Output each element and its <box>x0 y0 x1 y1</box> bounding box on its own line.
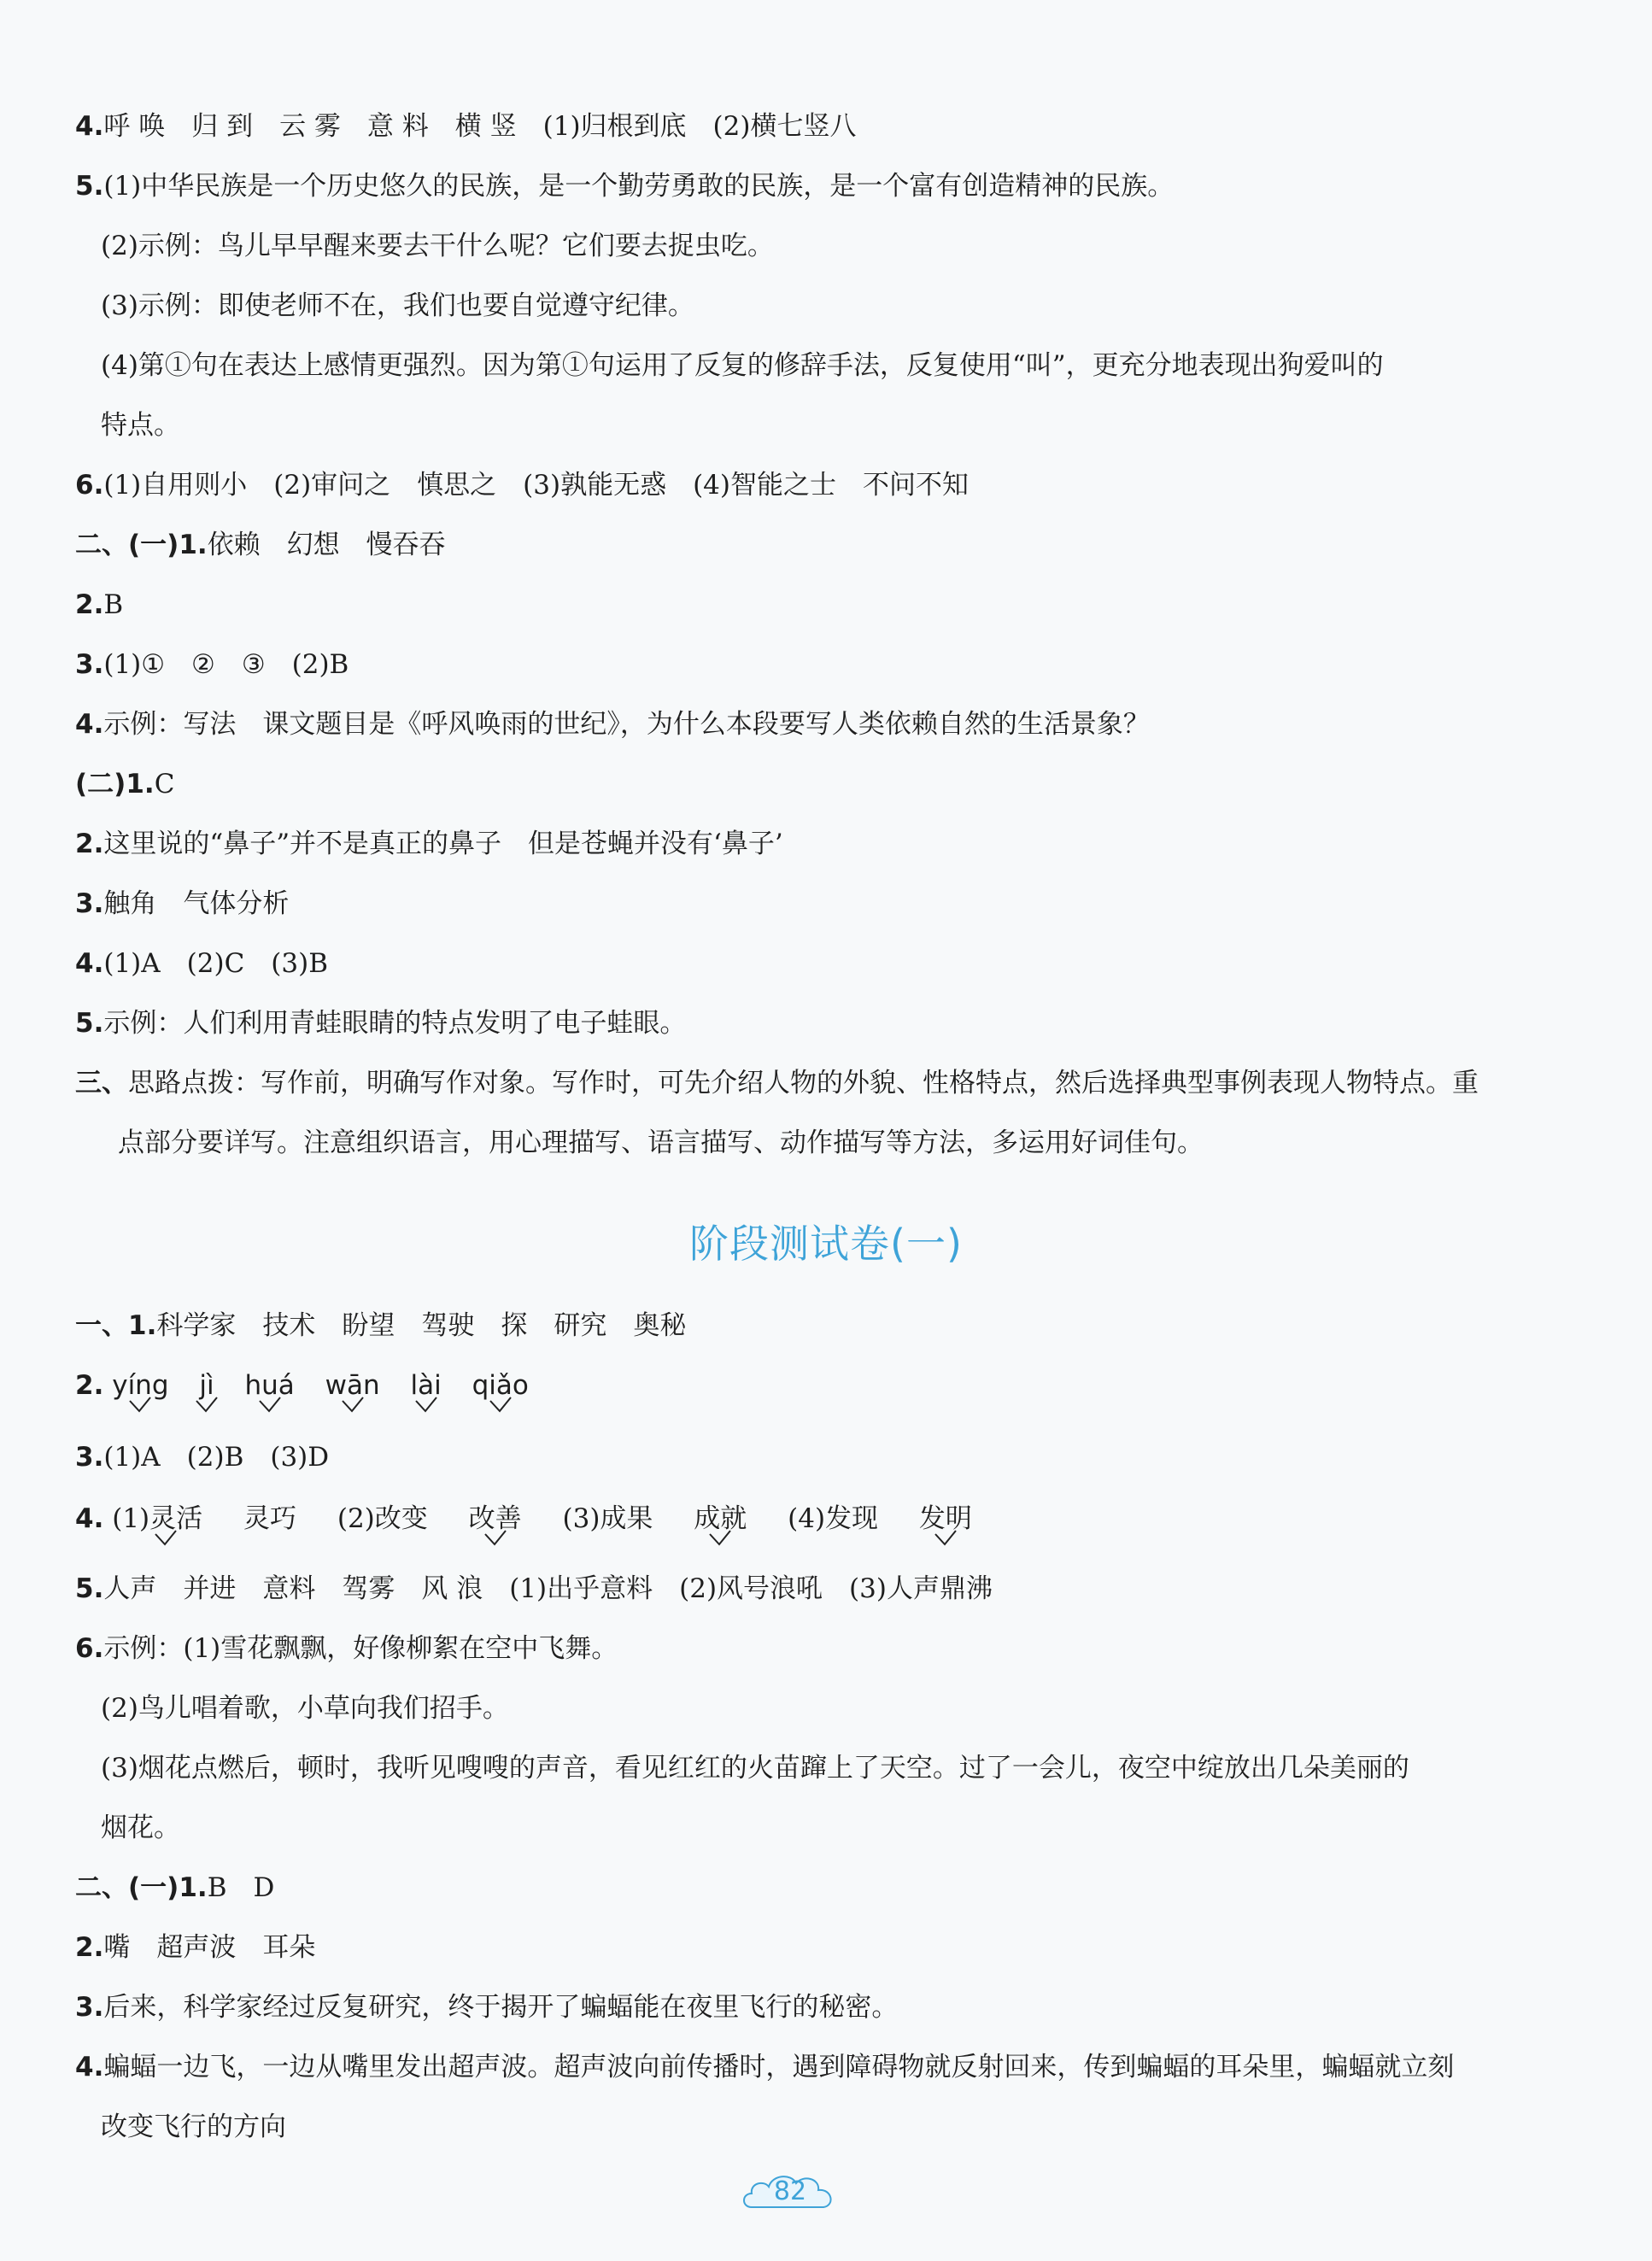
checkmark-icon <box>483 1529 507 1546</box>
answer-line: 点部分要详写。注意组织语言，用心理描写、语言描写、动作描写等方法，多运用好词佳句。 <box>118 1128 1204 1158</box>
pinyin-item: wān <box>325 1367 380 1404</box>
answer-line: 2.这里说的“鼻子”并不是真正的鼻子 但是苍蝇并没有‘鼻子’ <box>75 829 783 859</box>
checkmark-icon <box>341 1396 365 1413</box>
answer-line: 特点。 <box>101 410 180 441</box>
answer-line: 4.示例：写法 课文题目是《呼风唤雨的世纪》，为什么本段要写人类依赖自然的生活景象？ <box>75 709 1150 740</box>
pinyin-item: qiǎo <box>472 1367 529 1404</box>
answer-line: 烟花。 <box>101 1813 180 1843</box>
page-number-badge: 82 <box>740 2170 841 2214</box>
answer-line: (4)第①句在表达上感情更强烈。因为第①句运用了反复的修辞手法，反复使用“叫”，更充分地表现出狗爱叫的 <box>101 350 1384 381</box>
word-item: (2)改变 <box>337 1503 428 1534</box>
checkmark-icon <box>128 1396 152 1413</box>
answer-line: (3)烟花点燃后，顿时，我听见嗖嗖的声音，看见红红的火苗蹿上了天空。过了一会儿，夜空中绽放出几朵美丽的 <box>101 1753 1409 1784</box>
pinyin-item: yíng <box>112 1367 168 1404</box>
answer-line: (3)示例：即使老师不在，我们也要自觉遵守纪律。 <box>101 290 694 321</box>
answer-line: (2)示例：鸟儿早早醒来要去干什么呢？它们要去捉虫吃。 <box>101 231 774 261</box>
answer-line: 5.(1)中华民族是一个历史悠久的民族，是一个勤劳勇敢的民族，是一个富有创造精神的民族。 <box>75 171 1175 202</box>
checkmark-icon <box>195 1396 219 1413</box>
answer-line: 4.(1)A (2)C (3)B <box>75 948 328 979</box>
answer-line: (二)1.C <box>75 769 175 800</box>
checkmark-icon <box>414 1396 438 1413</box>
answer-line: 二、(一)1.B D <box>75 1872 275 1903</box>
answer-line: (2)鸟儿唱着歌，小草向我们招手。 <box>101 1693 509 1724</box>
answer-line: 6.(1)自用则小 (2)审问之 慎思之 (3)孰能无惑 (4)智能之士 不问不知 <box>75 470 970 501</box>
checkmark-icon <box>708 1529 732 1546</box>
word-choice-line: 4. (1)灵活 灵巧 (2)改变 改善 (3)成果 成就 (4)发现 发明 <box>75 1500 1601 1538</box>
answer-line: 3.(1)A (2)B (3)D <box>75 1442 330 1473</box>
section-title: 阶段测试卷(一) <box>689 1221 963 1267</box>
checkmark-icon <box>489 1396 513 1413</box>
answer-line: 3.(1)① ② ③ (2)B <box>75 649 349 680</box>
answer-line: 5.人声 并进 意料 驾雾 风 浪 (1)出乎意料 (2)风号浪吼 (3)人声鼎沸 <box>75 1573 993 1604</box>
answer-line: 6.示例：(1)雪花飘飘，好像柳絮在空中飞舞。 <box>75 1633 618 1664</box>
word-item: (4)发现 <box>788 1503 879 1534</box>
answer-line: 4.呼 唤 归 到 云 雾 意 料 横 竖 (1)归根到底 (2)横七竖八 <box>75 111 857 142</box>
pinyin-item: huá <box>244 1367 294 1404</box>
answer-line: 3.触角 气体分析 <box>75 888 290 919</box>
checkmark-icon <box>154 1529 178 1546</box>
answer-line: 二、(一)1.依赖 幻想 慢吞吞 <box>75 530 446 560</box>
word-item: 发明 <box>919 1500 972 1538</box>
answer-line: 2.B <box>75 589 124 620</box>
word-item: (1)灵活 <box>112 1500 202 1538</box>
word-item: 成就 <box>694 1500 747 1538</box>
answer-line: 三、思路点拨：写作前，明确写作对象。写作时，可先介绍人物的外貌、性格特点，然后选择典型事例表现人物特点。重 <box>75 1068 1479 1098</box>
answer-line: 3.后来，科学家经过反复研究，终于揭开了蝙蝠能在夜里飞行的秘密。 <box>75 1992 899 2023</box>
answer-line: 2.嘴 超声波 耳朵 <box>75 1932 316 1963</box>
answer-line: 改变飞行的方向 <box>101 2112 286 2142</box>
checkmark-icon <box>934 1529 958 1546</box>
answer-line: 一、1.科学家 技术 盼望 驾驶 探 研究 奥秘 <box>75 1310 687 1341</box>
checkmark-icon <box>258 1396 282 1413</box>
pinyin-item: jì <box>199 1367 214 1404</box>
pinyin-line: 2. yíng jì huá wān lài qiǎo <box>75 1367 1601 1404</box>
word-item: 灵巧 <box>243 1503 296 1534</box>
word-item: 改善 <box>469 1500 522 1538</box>
answer-line: 5.示例：人们利用青蛙眼睛的特点发明了电子蛙眼。 <box>75 1008 687 1039</box>
word-item: (3)成果 <box>562 1503 653 1534</box>
pinyin-item: lài <box>410 1367 441 1404</box>
answer-line: 4.蝙蝠一边飞，一边从嘴里发出超声波。超声波向前传播时，遇到障碍物就反射回来，传到蝙蝠的耳朵里，蝙蝠就立刻 <box>75 2052 1455 2082</box>
